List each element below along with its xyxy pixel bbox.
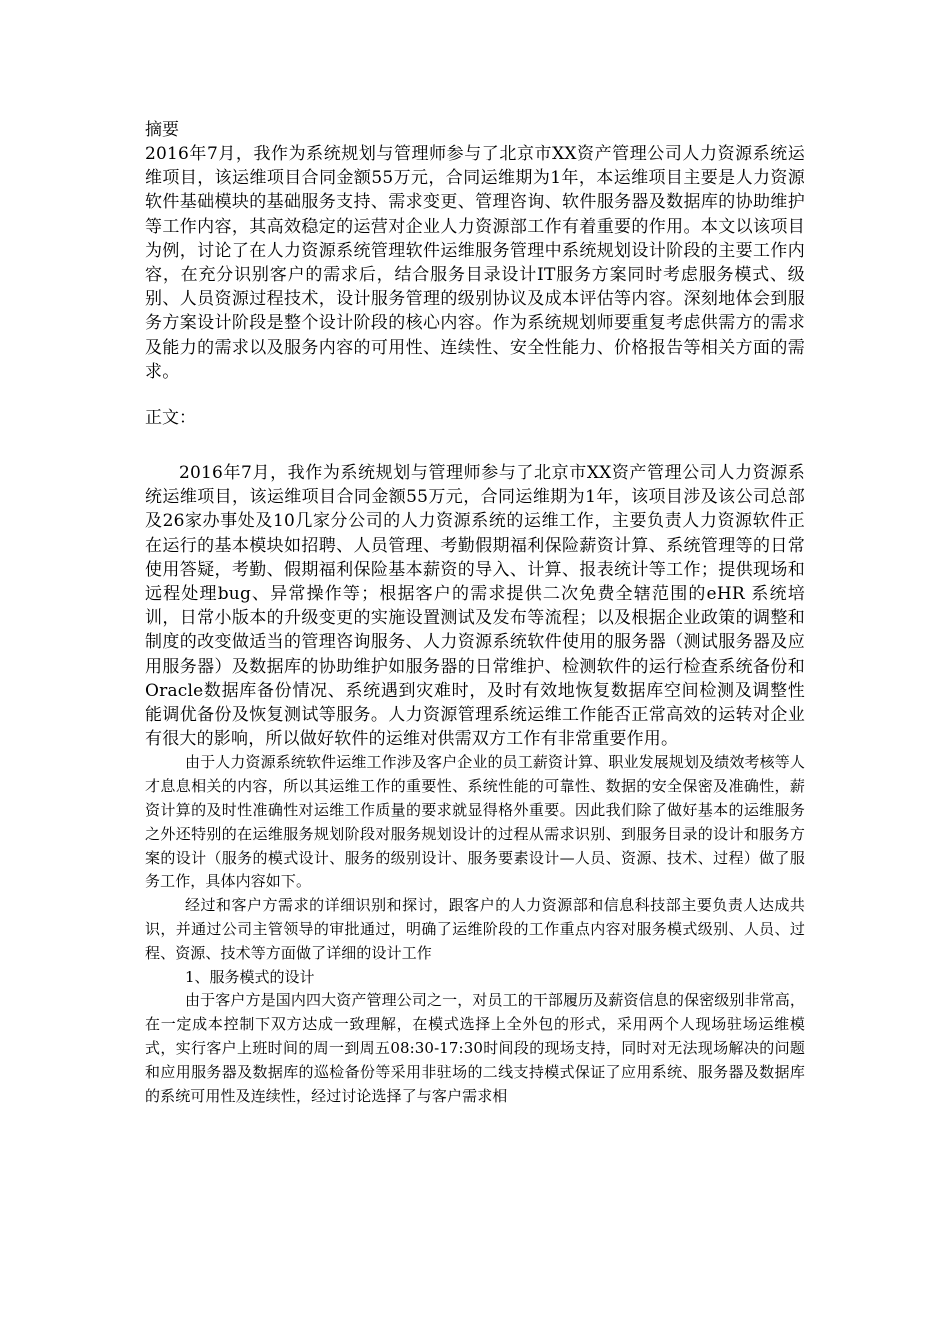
document-page (145, 118, 805, 1108)
abstract-body: 2016年7月，我作为系统规划与管理师参与了北京市XX资产管理公司人力资源系统运维项目，该运维项目合同金额55万元，合同运维期为1年，本运维项目主要是人力资源软件基础模块的基础服务支持、需求变更、管理咨询、软件服务器及数据库的协助维护等工作内容，其高效稳定的运营对企业人力资源部工作有着重要的作用。本文以该项目为例，讨论了在人力资源系统管理软件运维服务管理中系统规划设计阶段的主要工作内容，在充分识别客户的需求后，结合服务目录设计IT服务方案同时考虑服务模式、级别、人员资源过程技术，设计服务管理的级别协议及成本评估等内容。深刻地体会到服务方案设计阶段是整个设计阶段的核心内容。作为系统规划师要重复考虑供需方的需求及能力的需求以及服务内容的可用性、连续性、安全性能力、价格报告等相关方面的需求。 (145, 144, 805, 382)
body-paragraph-4: 由于客户方是国内四大资产管理公司之一，对员工的干部履历及薪资信息的保密级别非常高，在一定成本控制下双方达成一致理解，在模式选择上全外包的形式，采用两个人现场驻场运维模式，实行客户上班时间的周一到周五08:30-17:30时间段的现场支持，同时对无法现场解决的问题和应用服务器及数据库的巡检备份等采用非驻场的二线支持模式保证了应用系统、服务器及数据库的系统可用性及连续性，经过讨论选择了与客户需求相 (145, 991, 805, 1105)
body-paragraph-1: 2016年7月，我作为系统规划与管理师参与了北京市XX资产管理公司人力资源系统运维项目，该运维项目合同金额55万元，合同运维期为1年，该项目涉及该公司总部及26家办事处及10几家分公司的人力资源系统的运维工作，主要负责人力资源软件正在运行的基本模块如招聘、人员管理、考勤假期福利保险薪资计算、系统管理等的日常使用答疑，考勤、假期福利保险基本薪资的导入、计算、报表统计等工作；提供现场和远程处理bug、异常操作等；根据客户的需求提供二次免费全辖范围的eHR 系统培训，日常小版本的升级变更的实施设置测试及发布等流程；以及根据企业政策的调整和制度的改变做适当的管理咨询服务、人力资源系统软件使用的服务器（测试服务器及应用服务器）及数据库的协助维护如服务器的日常维护、检测软件的运行检查系统备份和Oracle数据库备份情况、系统遇到灾难时，及时有效地恢复数据库空间检测及调整性能调优备份及恢复测试等服务。人力资源管理系统运维工作能否正常高效的运转对企业有很大的影响，所以做好软件的运维对供需双方工作有非常重要作用。 (145, 463, 805, 750)
body-paragraph-3: 经过和客户方需求的详细识别和探讨，跟客户的人力资源部和信息科技部主要负责人达成共识，并通过公司主管领导的审批通过，明确了运维阶段的工作重点内容对服务模式级别、人员、过程、资源、技术等方面做了详细的设计工作 (145, 896, 805, 962)
body-paragraph-2: 由于人力资源系统软件运维工作涉及客户企业的员工薪资计算、职业发展规划及绩效考核等人才息息相关的内容，所以其运维工作的重要性、系统性能的可靠性、数据的安全保密及准确性，薪资计算的及时性准确性对运维工作质量的要求就显得格外重要。因此我们除了做好基本的运维服务之外还特别的在运维服务规划阶段对服务规划设计的过程从需求识别、到服务目录的设计和服务方案的设计（服务的模式设计、服务的级别设计、服务要素设计—人员、资源、技术、过程）做了服务工作，具体内容如下。 (145, 753, 805, 891)
subsection-heading: 1、服务模式的设计 (185, 967, 315, 986)
abstract-heading: 摘要 (145, 120, 179, 140)
main-heading: 正文： (145, 408, 196, 429)
